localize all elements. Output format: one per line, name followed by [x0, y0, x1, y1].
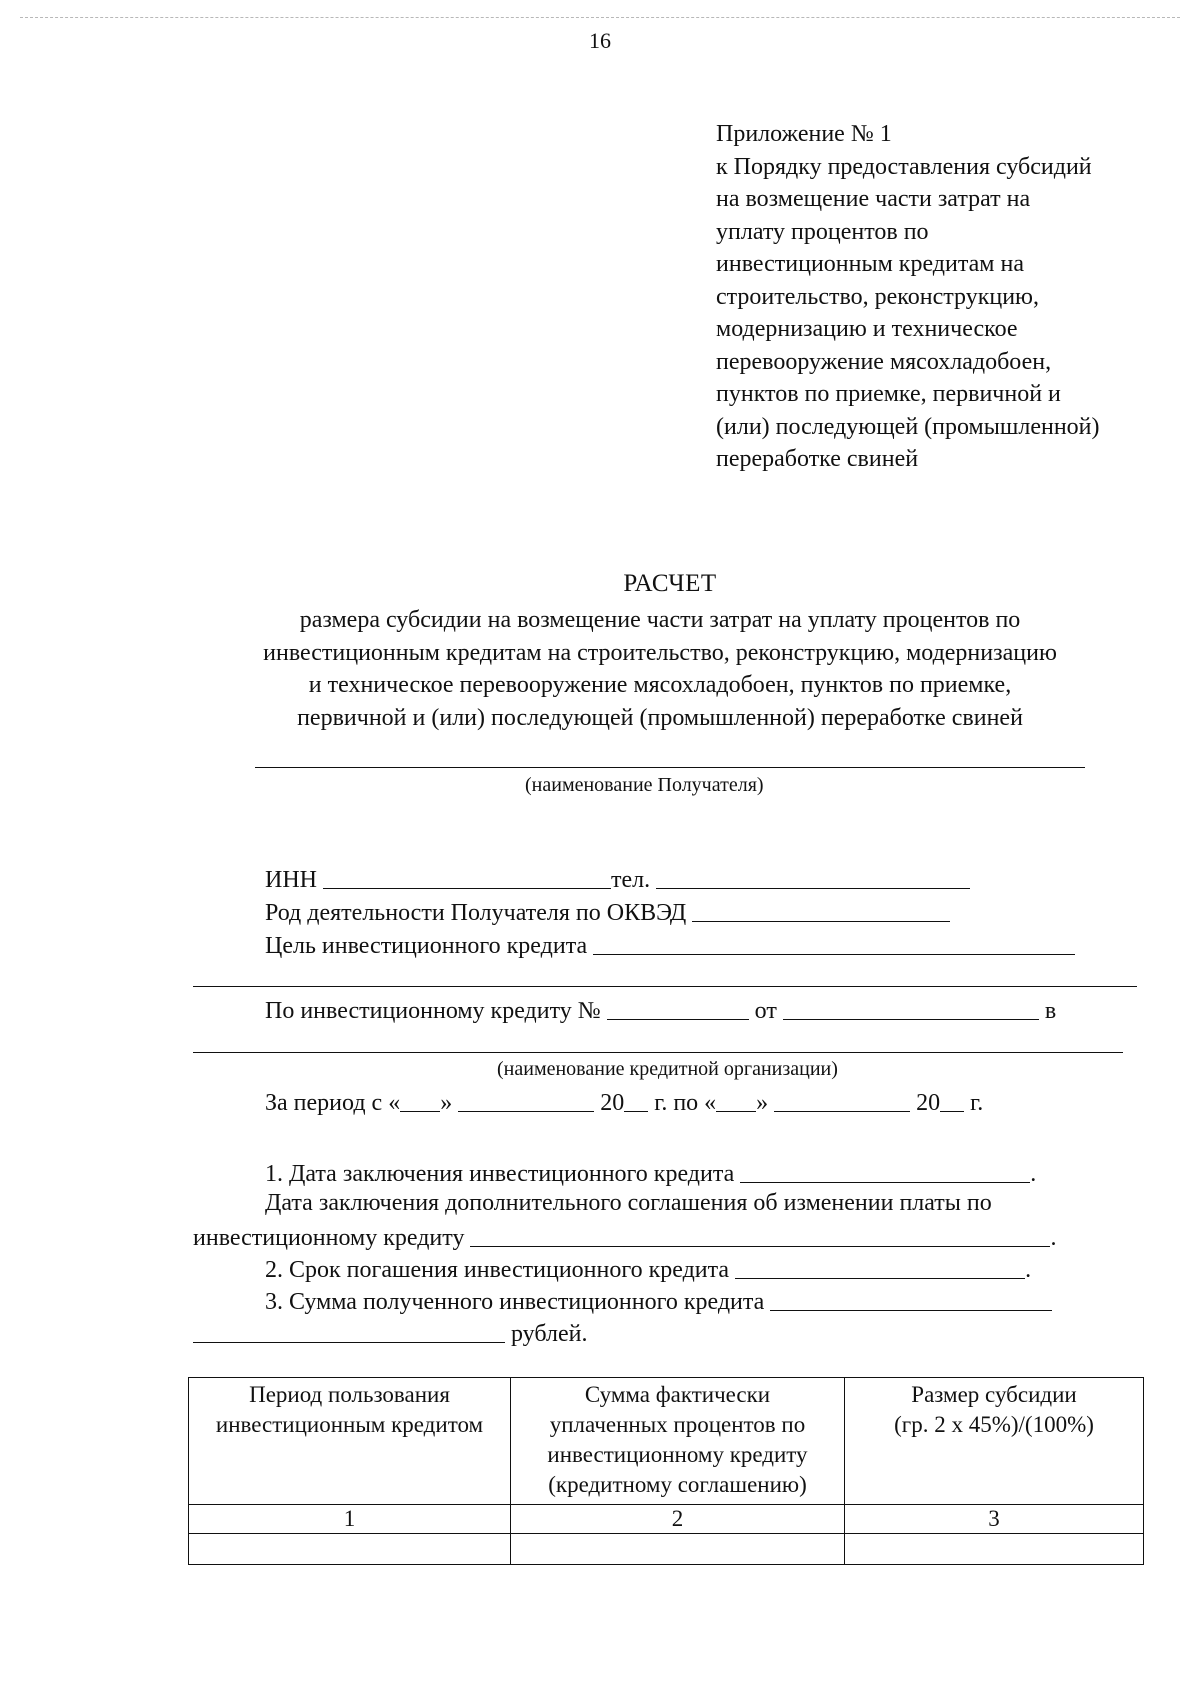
header-text: Сумма фактически [584, 1382, 771, 1407]
goal-row [265, 928, 1075, 961]
item-1-period: . [1030, 1161, 1037, 1187]
annex-line: перевооружение мясохладобоен, [716, 348, 1052, 375]
period-year-prefix: 20 [600, 1090, 625, 1116]
okved-label: Род деятельности Получателя по ОКВЭД [265, 900, 687, 926]
calculation-table [188, 1377, 1144, 1565]
period-end-label: г. [970, 1090, 984, 1116]
header-text: инвестиционным кредитом [215, 1412, 484, 1437]
header-text: Размер субсидии [911, 1382, 1077, 1407]
annex-line: переработке свиней [716, 446, 919, 472]
tel-label: тел. [611, 867, 651, 893]
annex-line: на возмещение части затрат на [716, 186, 1031, 212]
period-quote-2: » [756, 1090, 769, 1116]
item-2-blank [735, 1254, 1025, 1279]
period-year-prefix-2: 20 [916, 1090, 941, 1116]
header-text: уплаченных процентов по [549, 1412, 806, 1437]
bank-caption: (наименование кредитной организации) [497, 1058, 838, 1080]
annex-line: (или) последующей (промышленной) [716, 413, 1100, 440]
subtitle-line: инвестиционным кредитам на строительство, реконструкцию, модернизацию [263, 639, 1057, 666]
item-1-row [265, 1156, 1036, 1189]
item-3-blank [770, 1286, 1052, 1311]
empty-cell [511, 1534, 845, 1565]
item-3-row [265, 1284, 1052, 1317]
item-2-label: 2. Срок погашения инвестиционного кредита [265, 1257, 730, 1283]
item-1-extra-row-2 [193, 1220, 1056, 1253]
table-number-row [189, 1505, 1144, 1534]
credit-number-label: По инвестиционному кредиту № [265, 998, 601, 1024]
item-3-continuation [193, 1316, 587, 1349]
header-text: (кредитному соглашению) [548, 1472, 807, 1497]
empty-cell [845, 1534, 1144, 1565]
goal-blank [593, 930, 1075, 955]
document-subtitle [160, 604, 1160, 734]
subtitle-line: первичной и (или) последующей (промышленной) переработке свиней [297, 704, 1023, 731]
period-prefix: За период с « [265, 1090, 401, 1116]
period-row [265, 1085, 983, 1118]
rubles-label: рублей. [511, 1321, 588, 1347]
subtitle-line: и техническое перевооружение мясохладобоен, пунктов по приемке, [308, 672, 1012, 698]
annex-block [716, 118, 1186, 476]
header-cell-period [189, 1378, 511, 1505]
item-3-label: 3. Сумма полученного инвестиционного кредита [265, 1289, 765, 1315]
header-text: Период пользования [249, 1382, 450, 1407]
credit-in-label: в [1044, 998, 1057, 1024]
recipient-name-line [255, 767, 1085, 768]
header-text: (гр. 2 х 45%)/(100%) [894, 1412, 1094, 1437]
item-1-extra-row [265, 1188, 992, 1218]
scan-edge-line [20, 17, 1180, 18]
document-title: РАСЧЕТ [623, 570, 717, 597]
item-1-extra-label: Дата заключения дополнительного соглашения об изменении платы по [265, 1190, 992, 1216]
annex-line: Приложение № 1 [716, 121, 892, 147]
annex-line: пунктов по приемке, первичной и [716, 381, 1061, 407]
credit-number-row [265, 993, 1056, 1026]
okved-blank [692, 897, 950, 922]
annex-line: инвестиционным кредитам на [716, 251, 1024, 277]
item-3-amount-blank [193, 1318, 505, 1343]
period-year-to-blank [940, 1087, 964, 1112]
annex-line: к Порядку предоставления субсидий [716, 153, 1092, 180]
column-number-1: 1 [189, 1505, 511, 1534]
item-1-extra-label-2: инвестиционному кредиту [193, 1225, 465, 1251]
item-1-extra-blank [470, 1222, 1050, 1247]
period-to-label: г. по « [654, 1090, 717, 1116]
annex-line: модернизацию и техническое [716, 316, 1018, 342]
recipient-caption: (наименование Получателя) [525, 774, 764, 796]
column-number-3: 3 [845, 1505, 1144, 1534]
empty-cell [189, 1534, 511, 1565]
item-2-row [265, 1252, 1031, 1285]
period-day-from-blank [400, 1087, 440, 1112]
credit-number-blank [607, 995, 749, 1020]
table-header-row [189, 1378, 1144, 1505]
period-day-to-blank [716, 1087, 756, 1112]
header-cell-interest-sum [511, 1378, 845, 1505]
inn-row [265, 862, 970, 895]
tel-blank [656, 864, 970, 889]
period-year-from-blank [624, 1087, 648, 1112]
credit-date-blank [783, 995, 1039, 1020]
goal-label: Цель инвестиционного кредита [265, 933, 588, 959]
page-number: 16 [589, 28, 611, 53]
period-month-to-blank [774, 1087, 910, 1112]
inn-blank [323, 864, 611, 889]
credit-from-label: от [754, 998, 777, 1024]
table-empty-row [189, 1534, 1144, 1565]
inn-label: ИНН [265, 867, 317, 893]
header-cell-subsidy [845, 1378, 1144, 1505]
item-2-period: . [1025, 1257, 1032, 1283]
bank-name-line [193, 1052, 1123, 1053]
subtitle-line: размера субсидии на возмещение части затрат на уплату процентов по [299, 607, 1021, 633]
period-quote: » [440, 1090, 453, 1116]
annex-line: строительство, реконструкцию, [716, 283, 1039, 310]
item-1-blank [740, 1158, 1030, 1183]
item-1-extra-period: . [1050, 1225, 1057, 1251]
okved-row [265, 895, 950, 928]
column-number-2: 2 [511, 1505, 845, 1534]
header-text: инвестиционному кредиту [547, 1442, 808, 1467]
annex-line: уплату процентов по [716, 218, 929, 245]
period-month-from-blank [458, 1087, 594, 1112]
item-1-label: 1. Дата заключения инвестиционного кредита [265, 1161, 735, 1187]
goal-continuation-line [193, 986, 1137, 987]
